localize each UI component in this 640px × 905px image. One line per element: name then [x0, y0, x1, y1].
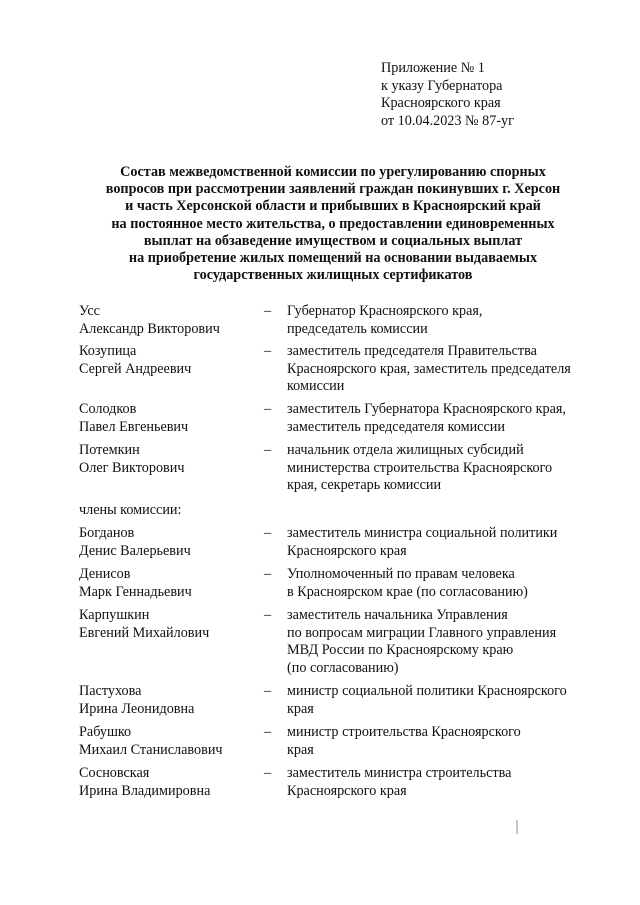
- role-line: председатель комиссии: [287, 320, 428, 337]
- title-line: на приобретение жилых помещений на основании выдаваемых: [128, 250, 538, 267]
- title-line: государственных жилищных сертификатов: [193, 267, 473, 284]
- title-line: вопросов при рассмотрении заявлений граждан покинувших г. Херсон: [105, 181, 561, 198]
- member-role: [287, 683, 597, 718]
- appendix-line: к указу Губернатора: [381, 77, 503, 94]
- member-role: [287, 442, 597, 495]
- member-surname: Рабушко: [79, 724, 132, 740]
- role-line: края, секретарь комиссии: [287, 477, 442, 493]
- members-section-label: члены комиссии:: [79, 502, 182, 518]
- entry-dash: –: [264, 343, 272, 359]
- role-line: по вопросам миграции Главного управления: [287, 624, 557, 641]
- member-role: [287, 607, 597, 677]
- role-line: МВД России по Красноярскому краю: [287, 642, 514, 658]
- member-surname: Потемкин: [79, 442, 140, 458]
- role-line: (по согласованию): [287, 659, 399, 676]
- role-line: заместитель Губернатора Красноярского края,: [287, 401, 566, 417]
- document-title: [70, 164, 596, 284]
- member-name: [79, 765, 249, 800]
- entry-dash: –: [264, 401, 272, 417]
- member-role: [287, 343, 597, 396]
- member-name: [79, 607, 249, 642]
- appendix-line: Приложение № 1: [381, 60, 485, 76]
- member-surname: Пастухова: [79, 683, 142, 699]
- member-given-names: Денис Валерьевич: [79, 542, 191, 559]
- member-name: [79, 343, 249, 378]
- member-name: [79, 442, 249, 477]
- member-given-names: Евгений Михайлович: [79, 624, 210, 641]
- member-name: [79, 724, 249, 759]
- appendix-line: от 10.04.2023 № 87-уг: [381, 112, 514, 129]
- title-line: на постоянное место жительства, о предоставлении единовременных: [111, 215, 555, 232]
- member-given-names: Марк Геннадьевич: [79, 583, 192, 600]
- role-line: министерства строительства Красноярского: [287, 459, 553, 476]
- member-given-names: Ирина Владимировна: [79, 782, 211, 799]
- entry-dash: –: [264, 765, 272, 781]
- title-line: и часть Херсонской области и прибывших в Красноярский край: [125, 198, 541, 215]
- role-line: Красноярского края: [287, 782, 407, 799]
- member-name: [79, 303, 249, 338]
- member-name: [79, 401, 249, 436]
- member-role: [287, 525, 597, 560]
- member-name: [79, 683, 249, 718]
- member-role: [287, 303, 597, 338]
- member-name: [79, 566, 249, 601]
- entry-dash: –: [264, 442, 272, 458]
- appendix-block: [381, 60, 621, 130]
- member-role: [287, 566, 597, 601]
- member-role: [287, 765, 597, 800]
- member-given-names: Ирина Леонидовна: [79, 700, 195, 717]
- member-surname: Карпушкин: [79, 607, 150, 623]
- entry-dash: –: [264, 566, 272, 582]
- role-line: начальник отдела жилищных субсидий: [287, 442, 524, 458]
- role-line: заместитель председателя комиссии: [287, 418, 505, 435]
- role-line: Красноярского края, заместитель председателя: [287, 360, 571, 377]
- role-line: заместитель председателя Правительства: [287, 343, 537, 359]
- entry-dash: –: [264, 525, 272, 541]
- role-line: заместитель министра социальной политики: [287, 525, 558, 541]
- member-surname: Сосновская: [79, 765, 150, 781]
- entry-dash: –: [264, 303, 272, 319]
- role-line: края: [287, 700, 314, 717]
- member-surname: Денисов: [79, 566, 131, 582]
- title-line: выплат на обзаведение имуществом и социальных выплат: [143, 232, 523, 249]
- member-given-names: Павел Евгеньевич: [79, 418, 189, 435]
- member-surname: Козупица: [79, 343, 137, 359]
- role-line: заместитель министра строительства: [287, 765, 512, 781]
- title-line: Состав межведомственной комиссии по урегулированию спорных: [120, 164, 546, 180]
- member-role: [287, 724, 597, 759]
- appendix-line: Красноярского края: [381, 95, 501, 111]
- role-line: Уполномоченный по правам человека: [287, 566, 515, 582]
- role-line: в Красноярском крае (по согласованию): [287, 583, 528, 600]
- entry-dash: –: [264, 683, 272, 699]
- scan-mark: [516, 820, 518, 834]
- role-line: Губернатор Красноярского края,: [287, 303, 483, 319]
- member-surname: Усс: [79, 303, 100, 319]
- member-surname: Солодков: [79, 401, 137, 417]
- role-line: края: [287, 741, 314, 758]
- member-given-names: Сергей Андреевич: [79, 360, 192, 377]
- role-line: Красноярского края: [287, 542, 407, 559]
- member-role: [287, 401, 597, 436]
- member-given-names: Олег Викторович: [79, 459, 185, 476]
- member-surname: Богданов: [79, 525, 135, 541]
- member-name: [79, 525, 249, 560]
- role-line: заместитель начальника Управления: [287, 607, 508, 623]
- entry-dash: –: [264, 724, 272, 740]
- role-line: комиссии: [287, 378, 345, 394]
- member-given-names: Михаил Станиславович: [79, 741, 223, 758]
- role-line: министр строительства Красноярского: [287, 724, 521, 740]
- entry-dash: –: [264, 607, 272, 623]
- member-given-names: Александр Викторович: [79, 320, 220, 337]
- role-line: министр социальной политики Красноярского: [287, 683, 567, 699]
